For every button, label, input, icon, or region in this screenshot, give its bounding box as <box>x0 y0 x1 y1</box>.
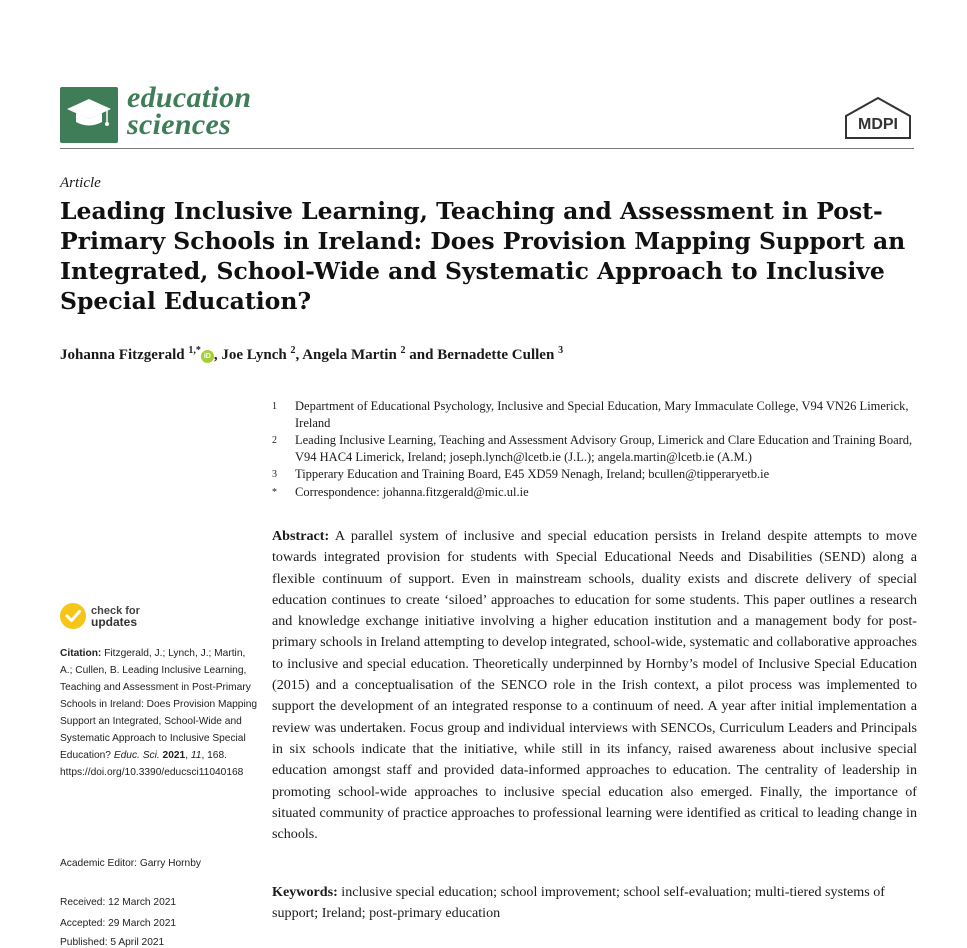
abstract-text: A parallel system of inclusive and special education persists in Ireland despite attempts to move towards integrated provision for students with Special Educational Needs and Disabilities (SEND) along a flexible continuum of support. Even in mainstream schools, duality exists and discrete delivery of special education continues to create ‘siloed’ approaches to education for some students. This paper outlines a research and knowledge exchange initiative involving a higher education institution and a management body for post-primary schools in Ireland attempting to develop integrated, school-wide, systematic and collaborative approaches to inclusive and special education. Theoretically underpinned by Hornby’s model of Inclusive Special Education (2015) and a conceptualisation of the SENCO role in the Irish context, a pilot process was implemented to support the development of an integrated response to a continuum of need. A year after initial implementation a review was undertaken. Focus group and individual interviews with SENCOs, Curriculum Leaders and Principals in six schools indicate that the initiative, while still in its infancy, raised awareness about inclusive special education amongst staff and provided data-informed approaches to education. The centrality of leadership in promoting school-wide approaches to inclusive special education also emerged. Finally, the importance of situated community of practice approaches to professional learning were identified as critical to leading change in schools. <box>272 528 917 843</box>
author-separator: , <box>213 347 222 363</box>
keywords <box>272 882 917 925</box>
publisher-name: MDPI <box>858 116 898 133</box>
author-affiliation-mark: 1,* <box>188 345 201 356</box>
article-type: Article <box>60 175 101 191</box>
citation-journal: Educ. Sci. <box>113 750 160 761</box>
affiliation-mark: 1 <box>272 401 277 412</box>
journal-logo <box>60 87 118 143</box>
received-date: Received: 12 March 2021 <box>60 897 177 908</box>
journal-name-line1: education <box>127 81 252 114</box>
journal-name <box>127 81 252 141</box>
abstract-label: Abstract: <box>272 528 330 544</box>
citation-doi[interactable]: 168. https://doi.org/10.3390/educsci11040168 <box>60 750 244 778</box>
citation-block: Citation: Fitzgerald, J.; Lynch, J.; Martin, A.; Cullen, B. Leading Inclusive Learning, Teaching and Assessment in Post-Primary Schools in Ireland: Does Provision Mapping Support an Integrated, School-Wide and Systematic Approach to Inclusive Special Education? Educ. Sci. 2021, 11, 168. https://doi.org/10.3390/educsci11040168 <box>60 648 258 778</box>
author-affiliation-mark: 2 <box>400 345 406 356</box>
accepted-date: Accepted: 29 March 2021 <box>60 918 177 929</box>
citation-year: 2021 <box>162 750 186 761</box>
check-for-updates-line1: check for <box>91 605 140 617</box>
abstract <box>272 526 917 845</box>
mdpi-logo-icon <box>842 96 914 140</box>
author-name[interactable]: Johanna Fitzgerald <box>60 347 185 363</box>
graduation-cap-icon <box>65 97 113 133</box>
citation-text: Fitzgerald, J.; Lynch, J.; Martin, A.; Cullen, B. Leading Inclusive Learning, Teaching and Assessment in Post-Primary Schools in Ireland: Does Provision Mapping Support an Integrated, School-Wide and Systematic Approach to Inclusive Special Education? <box>60 648 258 761</box>
published-date: Published: 5 April 2021 <box>60 937 165 948</box>
keywords-label: Keywords: <box>272 884 338 900</box>
publisher-logo <box>842 96 914 145</box>
author-list <box>60 345 563 364</box>
author-name[interactable]: Bernadette Cullen <box>437 347 555 363</box>
header-divider <box>60 148 914 149</box>
article-title: Leading Inclusive Learning, Teaching and Assessment in Post-Primary Schools in Ireland: Does Provision Mapping Support an Integrated, School-Wide and Systematic Approach to Inclusive Special Education? <box>60 197 906 315</box>
author-name[interactable]: Joe Lynch <box>221 347 287 363</box>
keywords-text: inclusive special education; school improvement; school self-evaluation; multi-tiered systems of support; Ireland; post-primary education <box>272 884 885 922</box>
journal-name-line2: sciences <box>127 108 232 141</box>
orcid-icon[interactable]: iD <box>201 350 214 363</box>
affiliation-text: Department of Educational Psychology, Inclusive and Special Education, Mary Immaculate College, V94 VN26 Limerick, Ireland <box>295 399 909 430</box>
author-name[interactable]: Angela Martin <box>302 347 397 363</box>
academic-editor: Academic Editor: Garry Hornby <box>60 858 201 869</box>
check-for-updates-label[interactable] <box>91 606 140 628</box>
affiliation-text: Tipperary Education and Training Board, E45 XD59 Nenagh, Ireland; bcullen@tipperaryetb.ie <box>295 467 770 481</box>
citation-label: Citation: <box>60 648 102 659</box>
checkmark-icon <box>60 603 86 629</box>
affiliation-mark: * <box>272 487 277 498</box>
affiliation-mark: 3 <box>272 469 277 480</box>
author-separator: , <box>295 347 303 363</box>
affiliation-text: Leading Inclusive Learning, Teaching and Assessment Advisory Group, Limerick and Clare Education and Training Board, V94 HAC4 Limerick, Ireland; joseph.lynch@lcetb.ie (J.L.); angela.martin@lcetb.ie (A.M.) <box>295 433 913 464</box>
citation-volume: 11 <box>190 750 202 761</box>
check-for-updates-button[interactable] <box>60 603 86 629</box>
correspondence-text[interactable]: Correspondence: johanna.fitzgerald@mic.ul.ie <box>295 485 529 499</box>
author-separator: and <box>405 347 438 363</box>
author-affiliation-mark: 2 <box>290 345 296 356</box>
author-affiliation-mark: 3 <box>558 345 564 356</box>
affiliation-mark: 2 <box>272 435 277 446</box>
check-for-updates-line2: updates <box>91 615 138 629</box>
